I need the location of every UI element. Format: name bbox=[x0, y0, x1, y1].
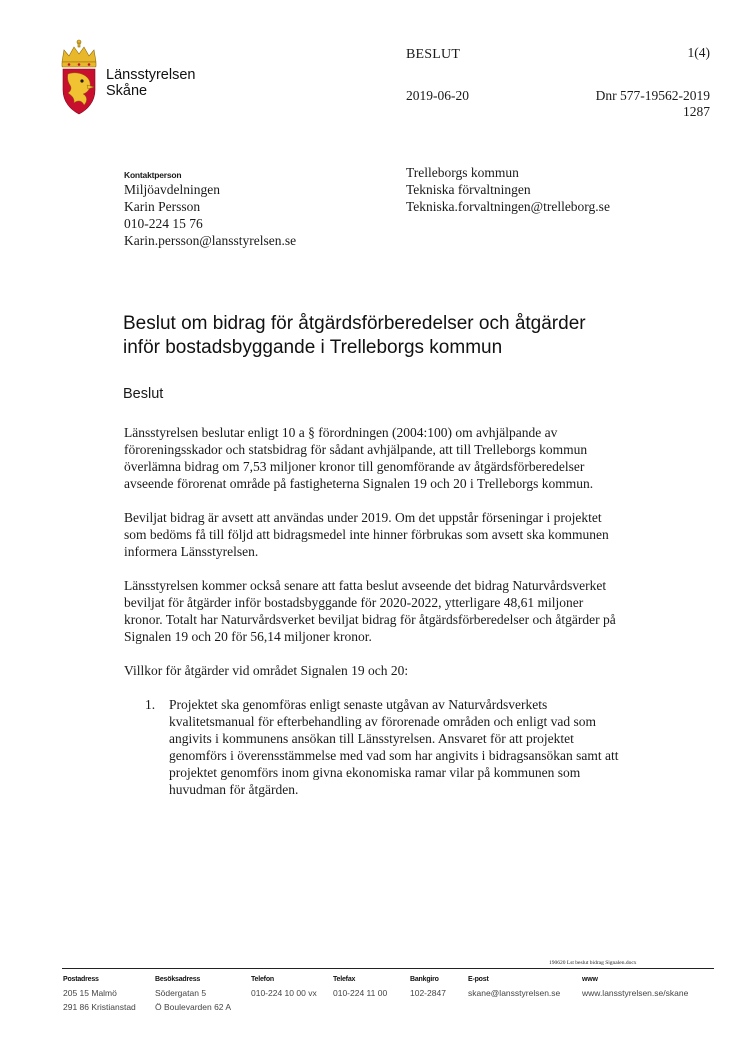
griffin-crown-emblem-icon bbox=[56, 38, 102, 116]
dnr-line2: 1287 bbox=[683, 104, 710, 119]
footer-divider bbox=[62, 968, 714, 969]
recipient-line: Trelleborgs kommun bbox=[406, 165, 519, 180]
footer-value: 010-224 11 00 bbox=[333, 988, 388, 998]
document-type: BESLUT bbox=[406, 47, 461, 62]
footer-heading: Bankgiro bbox=[410, 976, 439, 983]
footer-value: skane@lansstyrelsen.se bbox=[468, 988, 561, 998]
footer-heading: www bbox=[582, 976, 598, 983]
body-paragraph: Beviljat bidrag är avsett att användas under 2019. Om det uppstår förseningar i projektet som bedöms få till följd att bidragsmedel inte hinner förbrukas som avsett ska kommunen informera Länsstyrelsen. bbox=[124, 510, 609, 559]
recipient-block bbox=[406, 164, 610, 215]
body-paragraph: Villkor för åtgärder vid området Signalen 19 och 20: bbox=[124, 663, 409, 678]
footer-value: 205 15 Malmö bbox=[63, 988, 117, 998]
footer-postal-address bbox=[63, 974, 136, 1014]
contact-email: Karin.persson@lansstyrelsen.se bbox=[124, 233, 297, 248]
footer-value: 291 86 Kristianstad bbox=[63, 1002, 136, 1012]
contact-label: Kontaktperson bbox=[124, 170, 182, 180]
footer-value: Ö Boulevarden 62 A bbox=[155, 1002, 232, 1012]
org-name bbox=[106, 67, 195, 99]
list-item bbox=[124, 696, 624, 798]
registration-number bbox=[540, 88, 710, 120]
list-item-text: Projektet ska genomföras enligt senaste utgåvan av Naturvårdsverkets kvalitetsmanual för efterbehandling av förorenade områden och enligt vad som angivits i kommunens ansökan till Länsstyrelsen. Ansvaret för att projektet genomförs i överensstämmelse med vad som har angivits i bidragsansökan samt att projektet genomförs inom givna ekonomiska ramar vilar på kommunen som huvudman för åtgärden. bbox=[169, 697, 619, 797]
footer-email bbox=[468, 974, 560, 1000]
footer-value: 102-2847 bbox=[410, 988, 446, 998]
conditions-list bbox=[124, 696, 624, 798]
footer-visiting-address bbox=[155, 974, 231, 1014]
footer-heading: E-post bbox=[468, 976, 489, 983]
footer-heading: Besöksadress bbox=[155, 976, 201, 983]
body-paragraph: Länsstyrelsen beslutar enligt 10 a § förordningen (2004:100) om avhjälpande av föroreningsskador och statsbidrag för sådant avhjälpande, att till Trelleborgs kommun överlämna bidrag om 7,53 miljoner kronor till genomförande av åtgärdsförberedelser avseende förorenat område på fastigheterna Signalen 19 och 20 i Trelleborgs kommun. bbox=[124, 425, 594, 491]
footer-website bbox=[582, 974, 688, 1000]
document-body bbox=[124, 424, 624, 798]
page-count: 1(4) bbox=[687, 45, 710, 60]
org-name-line1: Länsstyrelsen bbox=[106, 67, 196, 83]
document-title bbox=[123, 312, 683, 360]
recipient-email: Tekniska.forvaltningen@trelleborg.se bbox=[406, 199, 610, 214]
document-date: 2019-06-20 bbox=[406, 88, 469, 103]
contact-block bbox=[124, 170, 296, 249]
section-heading: Beslut bbox=[123, 386, 164, 402]
footer-heading: Telefax bbox=[333, 976, 356, 983]
dnr-line1: Dnr 577-19562-2019 bbox=[595, 88, 710, 103]
footer-value: Södergatan 5 bbox=[155, 988, 207, 998]
title-line1: Beslut om bidrag för åtgärdsförberedelser och åtgärder bbox=[123, 313, 586, 334]
contact-line: Miljöavdelningen bbox=[124, 182, 220, 197]
recipient-line: Tekniska förvaltningen bbox=[406, 182, 531, 197]
footer-heading: Postadress bbox=[63, 976, 99, 983]
footer-value: www.lansstyrelsen.se/skane bbox=[582, 988, 689, 998]
body-paragraph: Länsstyrelsen kommer också senare att fatta beslut avseende det bidrag Naturvårdsverket beviljat för åtgärder inför bostadsbyggande för 2020-2022, ytterligare 48,61 miljoner kronor. Totalt har Naturvårdsverket beviljat bidrag för åtgärdsförberedelser och åtgärder på Signalen 19 och 20 för 56,14 miljoner kronor. bbox=[124, 578, 616, 644]
org-name-line2: Skåne bbox=[106, 83, 148, 99]
footer-value: 010-224 10 00 vx bbox=[251, 988, 317, 998]
title-line2: inför bostadsbyggande i Trelleborgs kommun bbox=[123, 337, 503, 358]
org-logo bbox=[56, 38, 206, 116]
contact-line: 010-224 15 76 bbox=[124, 216, 203, 231]
contact-line: Karin Persson bbox=[124, 199, 201, 214]
footer-phone bbox=[251, 974, 317, 1000]
footer-fax bbox=[333, 974, 387, 1000]
file-name: 190620 Lst beslut bidrag Signalen.docx bbox=[549, 960, 637, 966]
list-item-number: 1. bbox=[145, 697, 156, 712]
footer-heading: Telefon bbox=[251, 976, 274, 983]
footer-bankgiro bbox=[410, 974, 446, 1000]
